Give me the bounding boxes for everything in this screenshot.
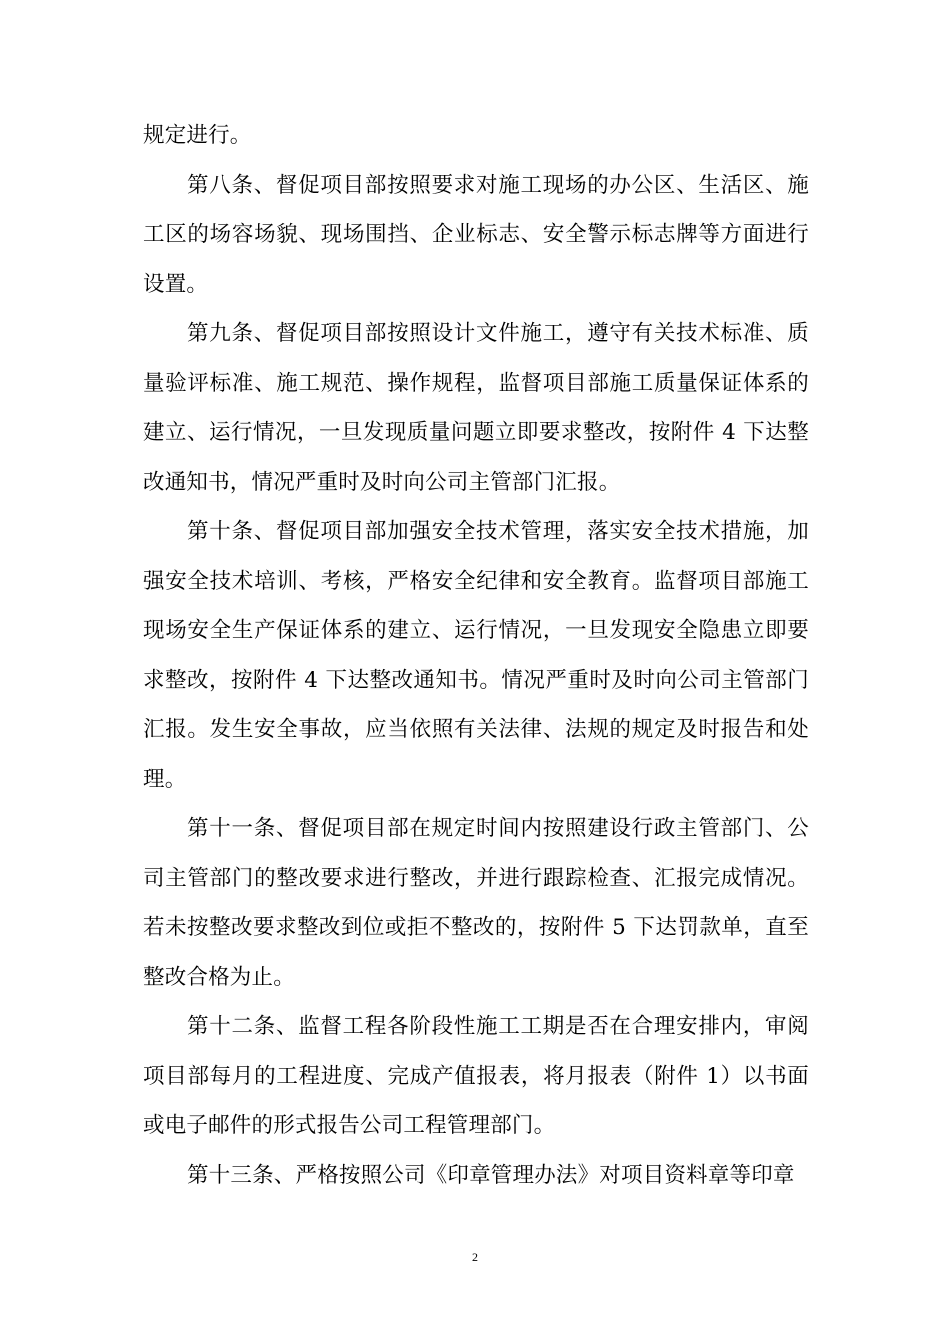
paragraph-article-9: 第九条、督促项目部按照设计文件施工，遵守有关技术标准、质量验评标准、施工规范、操作规程，监督项目部施工质量保证体系的建立、运行情况，一旦发现质量问题立即要求整改，按附件 4 下达整改通知书，情况严重时及时向公司主管部门汇报。 xyxy=(143,321,809,495)
paragraph-continuation: 规定进行。 xyxy=(143,123,252,148)
paragraph-article-10: 第十条、督促项目部加强安全技术管理，落实安全技术措施，加强安全技术培训、考核，严格安全纪律和安全教育。监督项目部施工现场安全生产保证体系的建立、运行情况，一旦发现安全隐患立即要求整改，按附件 4 下达整改通知书。情况严重时及时向公司主管部门汇报。发生安全事故，应当依照有关法律、法规的规定及时报告和处理。 xyxy=(143,519,809,792)
paragraph-article-8: 第八条、督促项目部按照要求对施工现场的办公区、生活区、施工区的场容场貌、现场围挡、企业标志、安全警示标志牌等方面进行设置。 xyxy=(143,172,809,297)
document-body xyxy=(143,111,809,1200)
page-number: 2 xyxy=(472,1250,478,1264)
paragraph-article-11: 第十一条、督促项目部在规定时间内按照建设行政主管部门、公司主管部门的整改要求进行整改，并进行跟踪检查、汇报完成情况。若未按整改要求整改到位或拒不整改的，按附件 5 下达罚款单，直至整改合格为止。 xyxy=(143,816,809,990)
paragraph-article-13: 第十三条、严格按照公司《印章管理办法》对项目资料章等印章 xyxy=(187,1162,795,1188)
paragraph-article-12: 第十二条、监督工程各阶段性施工工期是否在合理安排内，审阅项目部每月的工程进度、完成产值报表，将月报表（附件 1）以书面或电子邮件的形式报告公司工程管理部门。 xyxy=(143,1014,809,1138)
